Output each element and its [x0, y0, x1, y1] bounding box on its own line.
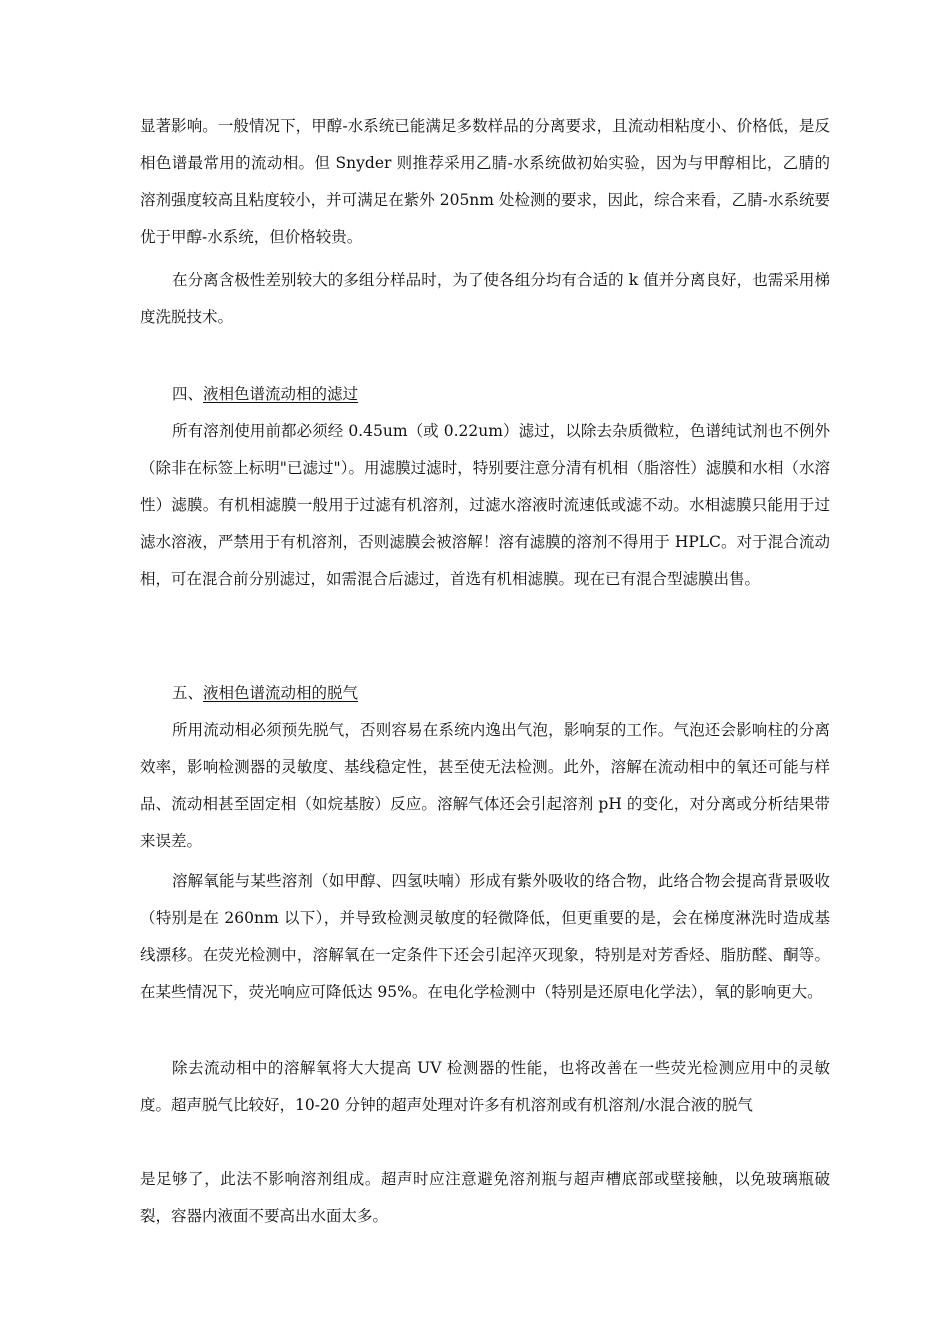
- section-heading-degassing: [172, 675, 358, 712]
- section-number: 五、: [172, 684, 204, 702]
- paragraph-degassing-intro: 所用流动相必须预先脱气，否则容易在系统内逸出气泡，影响泵的工作。气泡还会影响柱的分离效率，影响检测器的灵敏度、基线稳定性，甚至使无法检测。此外，溶解在流动相中的氧还可能与样品、流动相甚至固定相（如烷基胺）反应。溶解气体还会引起溶剂 pH 的变化，对分离或分析结果带来误差。: [140, 721, 830, 850]
- paragraph-ultrasonic-degassing: 除去流动相中的溶解氧将大大提高 UV 检测器的性能，也将改善在一些荧光检测应用中的灵敏度。超声脱气比较好，10-20 分钟的超声处理对许多有机溶剂或有机溶剂/水混合液的脱气: [140, 1059, 830, 1114]
- paragraph-mobile-phase-choice: 显著影响。一般情况下，甲醇-水系统已能满足多数样品的分离要求，且流动相粘度小、价格低，是反相色谱最常用的流动相。但 Snyder 则推荐采用乙腈-水系统做初始实验，因为与甲醇相比，乙腈的溶剂强度较高且粘度较小，并可满足在紫外 205nm 处检测的要求，因此，综合来看，乙腈-水系统要优于甲醇-水系统，但价格较贵。: [140, 117, 830, 246]
- section-number: 四、: [172, 385, 204, 403]
- paragraph-gradient-elution: 在分离含极性差别较大的多组分样品时，为了使各组分均有合适的 k 值并分离良好，也需采用梯度洗脱技术。: [140, 271, 830, 326]
- paragraph-filtration: 所有溶剂使用前都必须经 0.45um（或 0.22um）滤过，以除去杂质微粒，色谱纯试剂也不例外（除非在标签上标明"已滤过"）。用滤膜过滤时，特别要注意分清有机相（脂溶性）滤膜和水相（水溶性）滤膜。有机相滤膜一般用于过滤有机溶剂，过滤水溶液时流速低或滤不动。水相滤膜只能用于过滤水溶液，严禁用于有机溶剂，否则滤膜会被溶解！溶有滤膜的溶剂不得用于 HPLC。对于混合流动相，可在混合前分别滤过，如需混合后滤过，首选有机相滤膜。现在已有混合型滤膜出售。: [140, 422, 830, 588]
- paragraph-dissolved-oxygen: 溶解氧能与某些溶剂（如甲醇、四氢呋喃）形成有紫外吸收的络合物，此络合物会提高背景吸收（特别是在 260nm 以下），并导致检测灵敏度的轻微降低，但更重要的是，会在梯度淋洗时造成基线漂移。在荧光检测中，溶解氧在一定条件下还会引起淬灭现象，特别是对芳香烃、脂肪醛、酮等。在某些情况下，荧光响应可降低达 95%。在电化学检测中（特别是还原电化学法），氧的影响更大。: [140, 872, 830, 1001]
- paragraph-ultrasonic-notes: 是足够了，此法不影响溶剂组成。超声时应注意避免溶剂瓶与超声槽底部或壁接触，以免玻璃瓶破裂，容器内液面不要高出水面太多。: [140, 1170, 830, 1225]
- section-title: 液相色谱流动相的脱气: [203, 684, 359, 702]
- section-title: 液相色谱流动相的滤过: [203, 385, 359, 403]
- section-heading-filtration: [172, 376, 358, 413]
